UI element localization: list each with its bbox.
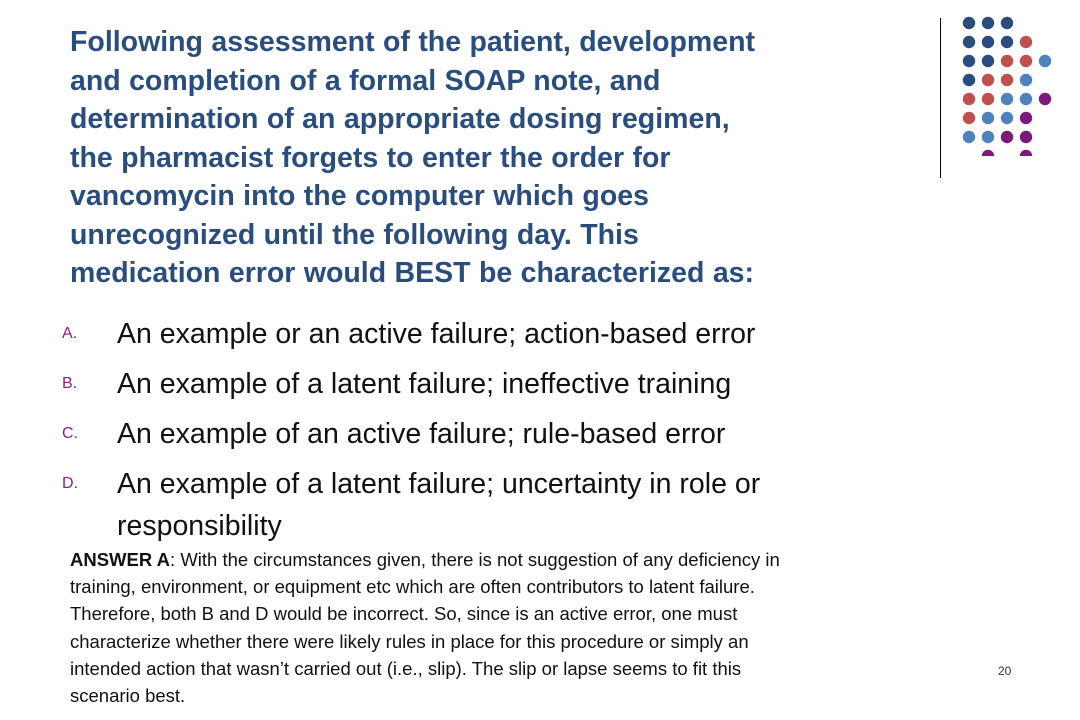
option-letter: B. [62, 375, 78, 392]
decorative-dot [1020, 36, 1032, 48]
decorative-dot [982, 150, 994, 156]
question-line: vancomycin into the computer which goes [70, 180, 649, 212]
answer-line: intended action that wasn’t carried out (i.e., slip). The slip or lapse seems to fit this [70, 657, 742, 679]
decorative-dot [1001, 112, 1013, 124]
option-text-line: responsibility [117, 510, 282, 542]
decorative-dot [963, 74, 975, 86]
decorative-dot [982, 36, 994, 48]
question-line: unrecognized until the following day. This [70, 218, 639, 251]
option-text [117, 462, 922, 554]
vertical-divider [940, 18, 941, 178]
answer-first-line-text: : With the circumstances given, there is not suggestion of any deficiency in [170, 549, 780, 570]
page-number: 20 [998, 664, 1012, 678]
answer-line: Therefore, both B and D would be incorrect. So, since is an active error, one must [70, 603, 738, 625]
decorative-dot [982, 131, 994, 143]
decorative-dot [963, 112, 975, 124]
answer-line [70, 546, 970, 573]
question-line: determination of an appropriate dosing regimen, [70, 103, 730, 135]
decorative-dot [1001, 55, 1013, 67]
option-c [62, 412, 922, 462]
option-letter: A. [62, 325, 78, 342]
answer-line: training, environment, or equipment etc which are often contributors to latent failure. [70, 576, 755, 598]
decorative-dot [1020, 93, 1032, 105]
decorative-dot [1001, 17, 1013, 29]
decorative-dot [963, 36, 975, 48]
decorative-dot [1020, 150, 1032, 156]
decorative-dot [982, 55, 994, 67]
decorative-dot [1039, 55, 1051, 67]
decorative-dot-grid [960, 16, 1060, 156]
question-line: and completion of a formal SOAP note, and [70, 64, 661, 97]
decorative-dot [1020, 55, 1032, 67]
decorative-dot [982, 93, 994, 105]
decorative-dot [1020, 112, 1032, 124]
decorative-dot [1001, 36, 1013, 48]
option-b [62, 362, 922, 412]
decorative-dot [1020, 131, 1032, 143]
option-text [117, 362, 922, 412]
decorative-dot [963, 17, 975, 29]
decorative-dot [963, 131, 975, 143]
question-line: medication error would BEST be characterized as: [70, 257, 755, 289]
decorative-dot [1039, 93, 1051, 105]
decorative-dot [1001, 93, 1013, 105]
option-text-line: An example of an active failure; rule-based error [117, 418, 726, 450]
option-text-line: An example of a latent failure; ineffective training [117, 368, 732, 400]
option-letter: C. [62, 425, 78, 442]
decorative-dot [1001, 131, 1013, 143]
option-text-line: An example or an active failure; action-based error [117, 318, 756, 350]
option-text [117, 312, 922, 362]
option-a [62, 312, 922, 362]
question-line: the pharmacist forgets to enter the order for [70, 141, 671, 174]
option-text [117, 412, 922, 462]
option-d [62, 462, 922, 554]
answer-label: ANSWER A [70, 549, 171, 570]
decorative-dot [982, 74, 994, 86]
decorative-dot [982, 112, 994, 124]
option-text-line: An example of a latent failure; uncertainty in role or [117, 468, 761, 500]
question-text [70, 23, 920, 293]
answer-line: scenario best. [70, 685, 186, 707]
decorative-dot [963, 55, 975, 67]
question-line: Following assessment of the patient, development [70, 26, 756, 58]
decorative-dot [982, 17, 994, 29]
answer-line: characterize whether there were likely rules in place for this procedure or simply an [70, 630, 749, 652]
answer-explanation [70, 546, 970, 709]
answer-options-list [62, 312, 922, 554]
decorative-dot [1001, 74, 1013, 86]
option-letter: D. [62, 475, 78, 492]
decorative-dot [963, 93, 975, 105]
decorative-dot [1020, 74, 1032, 86]
